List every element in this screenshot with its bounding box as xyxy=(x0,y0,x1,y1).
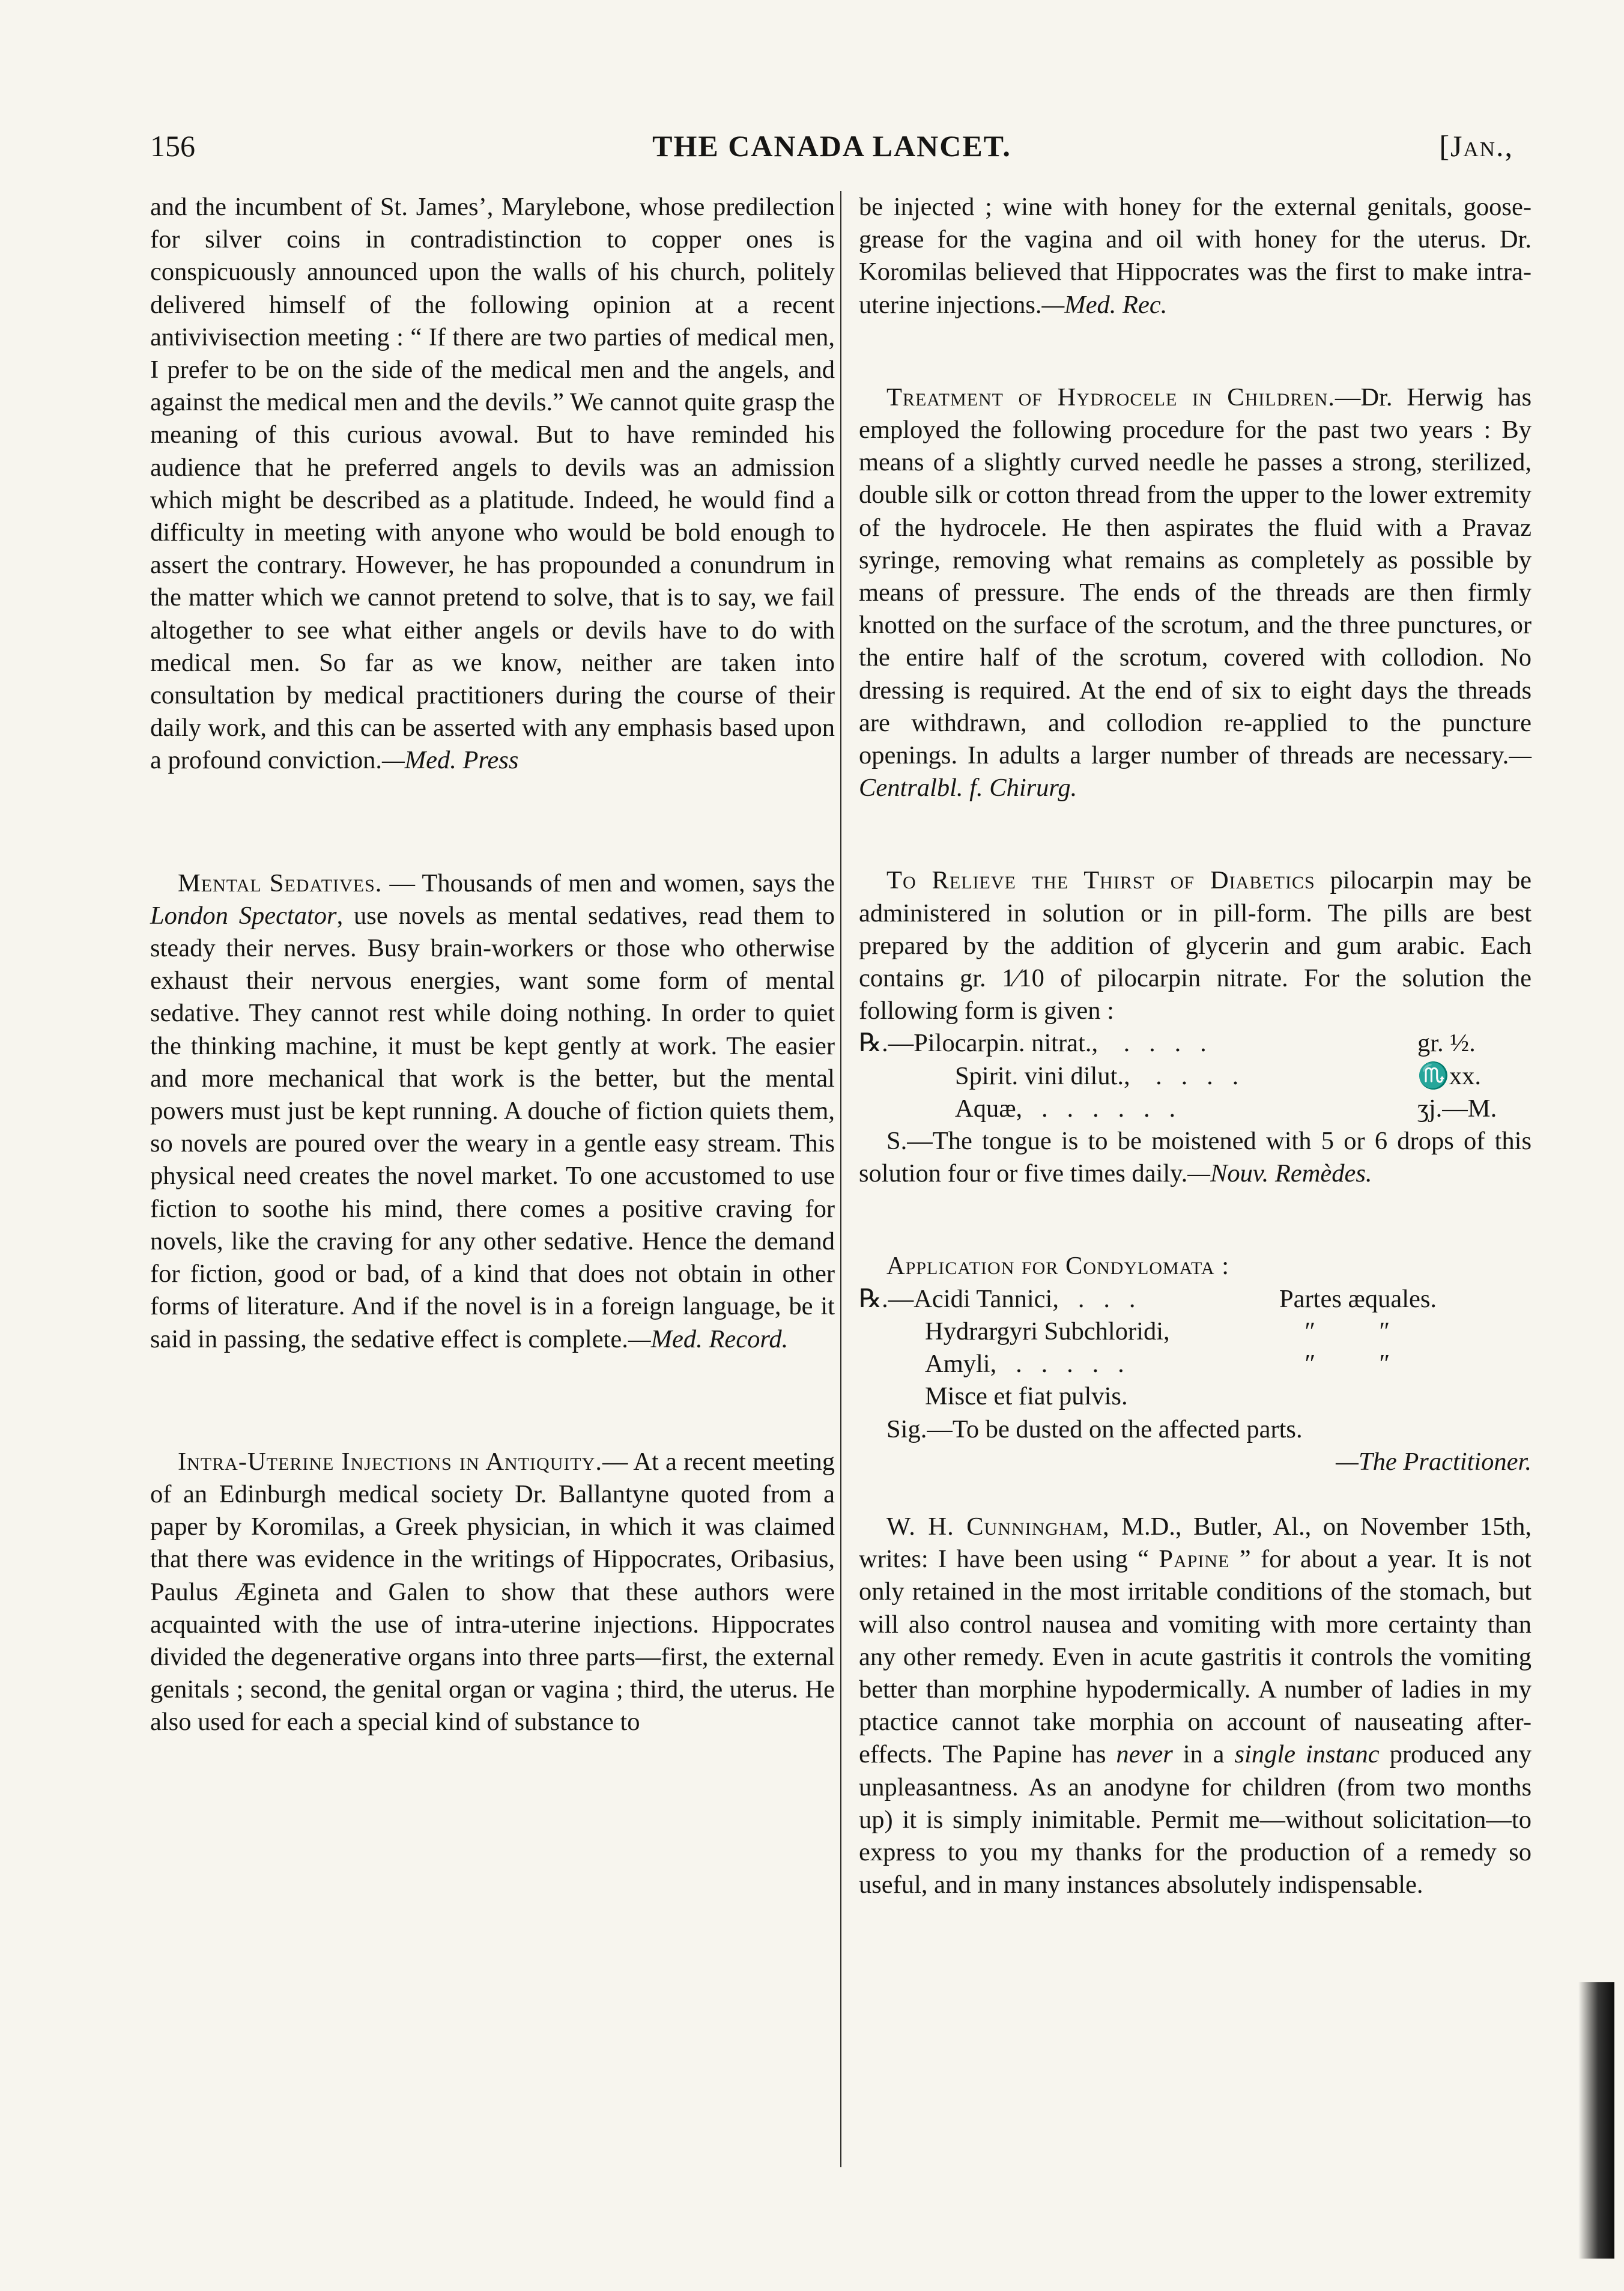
article-body xyxy=(859,864,1532,1027)
article-heading: Intra-Uterine Injections in Antiquity. xyxy=(178,1447,602,1476)
prescription-line xyxy=(859,1315,1532,1348)
ingredient: Amyli, . . . . . xyxy=(925,1350,1124,1379)
dose: gr. ½. xyxy=(1417,1029,1476,1058)
prescription-line xyxy=(859,1380,1532,1413)
running-header xyxy=(150,119,1513,173)
article-body xyxy=(859,1125,1532,1190)
left-column xyxy=(150,191,835,1739)
journal-title: THE CANADA LANCET. xyxy=(652,129,1011,163)
body-text: Sig.—To be dusted on the affected parts. xyxy=(886,1415,1303,1443)
dose: ″ ″ xyxy=(1279,1317,1390,1346)
article-mental-sedatives xyxy=(150,867,835,1356)
source-citation: —Nouv. Remèdes. xyxy=(1187,1159,1372,1188)
page-number: 156 xyxy=(150,129,195,163)
article-cunningham-papine xyxy=(859,1511,1532,1901)
right-column xyxy=(859,191,1532,1901)
body-text: S.—The tongue is to be moistened with 5 or 6 drops of this solution four or five times daily. xyxy=(859,1127,1532,1188)
article-hydrocele xyxy=(859,381,1532,805)
prescription-line xyxy=(859,1060,1532,1093)
body-text: ” for about a year. It is not only retained in the most irritable conditions of the stomach, but will also control nausea and vomiting with more certainty than any other remedy. Even in acute gastritis it controls the vomiting better than morphine hypodermically. A number of ladies in my ptactice cannot take morphia on account of nauseating after-effects. The Papine has xyxy=(859,1545,1532,1769)
body-text: and the incumbent of St. James’, Marylebone, whose predilection for silver coins in contradistinction to copper ones is conspicuously announced upon the walls of his church, politely delivered himself of the following opinion at a recent antivivisection meeting : “ If there are two parties of medical men, I prefer to be on the side of the medical men and the angels, and against the medical men and the devils.” We cannot quite grasp the meaning of this curious avowal. But to have reminded his audience that he preferred angels to devils was an admission which might be described as a platitude. Indeed, he would find a difficulty in meeting with anyone who would be bold enough to assert the contrary. However, he has propounded a conundrum in the matter which we cannot pretend to solve, that is to say, we fail altogether to see what either angels or devils have to do with medical men. So far as we know, neither are taken into consultation by medical practitioners during the course of their daily work, and this can be asserted with any emphasis based upon a profound conviction. xyxy=(150,193,835,775)
prescription-line xyxy=(859,1093,1532,1125)
source-citation: —Med. Press xyxy=(381,746,519,775)
prescription xyxy=(859,1027,1532,1125)
ingredient: Hydrargyri Subchloridi, xyxy=(925,1317,1170,1346)
source-citation: —Med. Rec. xyxy=(1041,290,1168,319)
source-citation: —Med. Record. xyxy=(628,1325,789,1353)
body-text: , use novels as mental sedatives, read them to steady their nerves. Busy brain-workers or those who otherwise exhaust their nervous energies, want some form of mental sedative. They cannot rest while doing nothing. In order to quiet the thinking machine, it must be kept gently at work. The easier and more mechanical that work is the better, but the mental powers must just be kept running. A douche of fiction quiets them, so novels are poured over the weary in a gentle easy stream. This physical need creates the novel market. To one accustomed to use fiction to soothe his mind, there comes a positive craving for novels, like the craving for any other sedative. Hence the demand for fiction, good or bad, of a kind that does not obtain in other forms of literature. And if the novel is in a foreign language, be it said in passing, the sedative effect is complete. xyxy=(150,901,835,1353)
article-continuation xyxy=(150,191,835,777)
body-text: produced any unpleasantness. As an anodyne for children (from two months up) it is simply inimitable. Permit me—without solicitation—to express to you my thanks for the production of a remedy so useful, and in many instances absolutely indispensable. xyxy=(859,1740,1532,1899)
prescription-line xyxy=(859,1283,1532,1315)
body-text: — At a recent meeting of an Edinburgh medical society Dr. Ballantyne quoted from a paper by Koromilas, a Greek physician, in which it was claimed that there was evidence in the writings of Hippocrates, Oribasius, Paulus Ægineta and Galen to show that these authors were acquainted with the use of intra-uterine injections. Hippocrates divided the degenerative organs into three parts—first, the external genitals ; second, the genital organ or vagina ; third, the uterus. He also used for each a special kind of substance to xyxy=(150,1447,835,1737)
body-text: — Thousands of men and women, says the xyxy=(382,869,835,897)
product-name: Papine xyxy=(1159,1545,1230,1574)
dose: Partes æquales. xyxy=(1279,1284,1437,1313)
article-body xyxy=(859,191,1532,321)
emphasis: never xyxy=(1116,1740,1173,1769)
article-body xyxy=(150,191,835,777)
article-body xyxy=(150,1446,835,1739)
publication-name: London Spectator xyxy=(150,901,337,930)
dose: ″ ″ xyxy=(1279,1350,1390,1379)
dose: ♏xx. xyxy=(1417,1061,1482,1090)
prescription-line xyxy=(859,1348,1532,1380)
body-text: in a xyxy=(1172,1740,1235,1769)
body-text: pilocarpin may be administered in solution or in pill-form. The pills are best prepared by the addition of glycerin and gum arabic. Each contains gr. 1⁄10 of pilocarpin nitrate. For the solution the following form is given : xyxy=(859,866,1532,1025)
dose: ʒj.—M. xyxy=(1417,1094,1497,1123)
body-text: be injected ; wine with honey for the external genitals, goose-grease for the vagina and oil with honey for the uterus. Dr. Koromilas believed that Hippocrates was the first to make intra-uterine injections. xyxy=(859,193,1532,319)
article-heading: Treatment of Hydrocele in Children. xyxy=(886,383,1335,411)
dose xyxy=(1279,1380,1532,1413)
prescription-line xyxy=(859,1027,1532,1060)
article-intra-uterine-continued xyxy=(859,191,1532,321)
article-body xyxy=(859,1511,1532,1901)
article-thirst-diabetics xyxy=(859,864,1532,1190)
article-body xyxy=(859,381,1532,805)
body-text: M.D., Butler, Al., on November 15th, writes: I have been using “ xyxy=(859,1512,1532,1574)
article-heading: Application for Condylomata : xyxy=(886,1252,1230,1281)
ingredient: Misce et fiat pulvis. xyxy=(925,1382,1128,1411)
column-divider xyxy=(840,191,841,2167)
article-heading: W. H. Cunningham, xyxy=(886,1512,1110,1541)
article-heading: Mental Sedatives. xyxy=(178,869,383,897)
ingredient: Aquæ, . . . . . . xyxy=(955,1094,1176,1123)
issue-month: [Jan., xyxy=(1439,129,1513,163)
prescription xyxy=(859,1283,1532,1413)
article-body xyxy=(150,867,835,1356)
body-text: —Dr. Herwig has employed the following procedure for the past two years : By means of a slightly curved needle he passes a strong, sterilized, double silk or cotton thread from the upper to the lower extremity of the hydrocele. He then aspirates the fluid with a Pravaz syringe, removing what remains as completely as possible by means of pressure. The ends of the threads are then firmly knotted on the surface of the scrotum, and the three punctures, or the entire half of the scrotum, covered with collodion. No dressing is required. At the end of six to eight days the threads are withdrawn, and collodion re-applied to the puncture openings. In adults a larger number of threads are necessary. xyxy=(859,383,1532,770)
article-heading: To Relieve the Thirst of Diabetics xyxy=(886,866,1315,895)
ingredient: Spirit. vini dilut., . . . . xyxy=(955,1061,1239,1090)
page-edge-stain xyxy=(1578,1982,1614,2259)
source-citation: —The Practitioner. xyxy=(1336,1447,1532,1476)
source-citation: —Centralbl. f. Chirurg. xyxy=(859,741,1532,803)
ingredient: ℞.—Pilocarpin. nitrat., . . . . xyxy=(859,1029,1207,1058)
ingredient: ℞.—Acidi Tannici, . . . xyxy=(859,1284,1136,1313)
emphasis: single instanc xyxy=(1234,1740,1380,1769)
article-condylomata xyxy=(859,1250,1532,1478)
article-intra-uterine xyxy=(150,1446,835,1739)
